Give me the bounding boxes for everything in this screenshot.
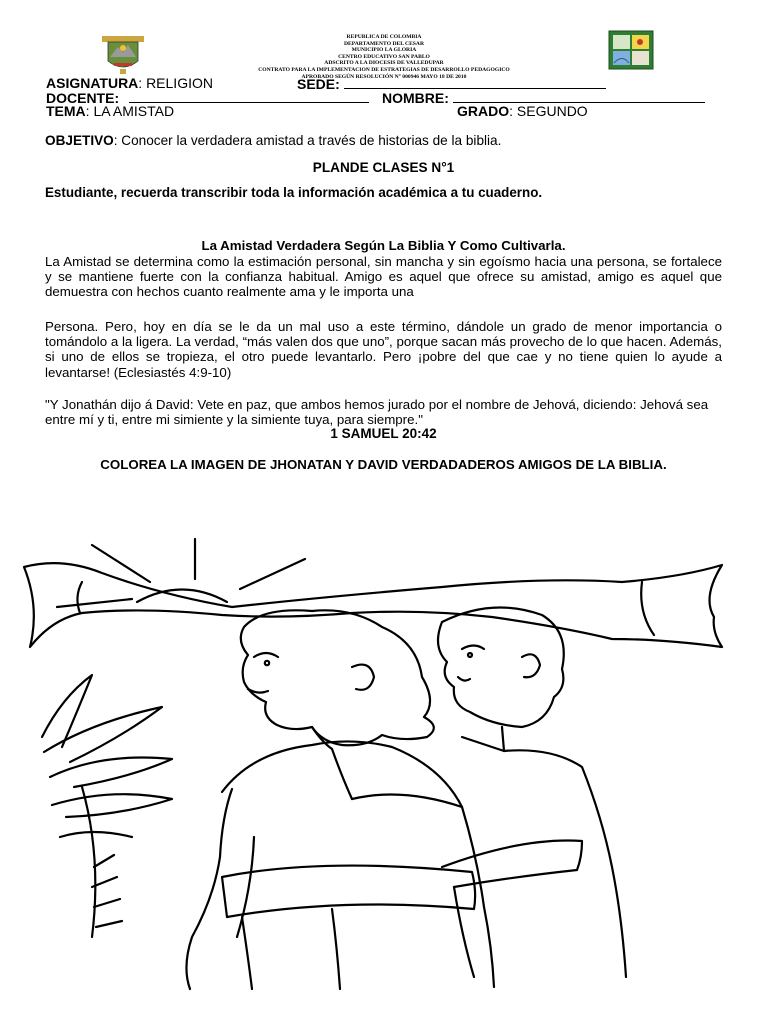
tema-label: TEMA [46, 103, 86, 119]
color-instruction: COLOREA LA IMAGEN DE JHONATAN Y DAVID VERDADADEROS AMIGOS DE LA BIBLIA. [100, 457, 667, 472]
paragraph-2: Persona. Pero, hoy en día se le da un mal uso a este término, dándole un grado de menor importancia o tomándolo a la ligera. La verdad, “más valen dos que uno”, porque sacan más provecho de lo que hacen. Además, si uno de ellos se tropieza, el otro puede levantarlo. Pero ¡pobre del que cae y no tiene quien lo ayude a levantarse! (Eclesiastés 4:9-10) [45, 319, 722, 380]
jonathan-figure-icon [186, 610, 494, 989]
objetivo [45, 133, 722, 148]
david-figure-icon [438, 607, 626, 977]
header-line: MUNICIPIO LA GLORIA [351, 47, 417, 54]
objetivo-label: OBJETIVO [45, 133, 114, 148]
quote-reference: 1 SAMUEL 20:42 [330, 426, 437, 441]
bible-quote: "Y Jonathán dijo á David: Vete en paz, que ambos hemos jurado por el nombre de Jehová, diciendo: Jehová sea entre mí y ti, entre mi simiente y la simiente tuya, para siempre." [45, 397, 709, 428]
nombre-label: NOMBRE: [382, 90, 449, 106]
asignatura-value: : RELIGION [138, 75, 213, 91]
header-line: CENTRO EDUCATIVO SAN PABLO [338, 53, 430, 60]
sede-label: SEDE: [297, 76, 340, 92]
grado-value: : SEGUNDO [509, 103, 588, 119]
instruction: Estudiante, recuerda transcribir toda la información académica a tu cuaderno. [45, 185, 543, 200]
sede-blank[interactable] [344, 76, 606, 89]
banner-ribbon-icon [24, 563, 722, 647]
tema-value: : LA AMISTAD [85, 103, 175, 119]
header-line: ADSCRITO A LA DIOCESIS DE VALLEDUPAR [324, 60, 444, 67]
section-title: La Amistad Verdadera Según La Biblia Y Como Cultivarla. [201, 238, 566, 253]
form-row-tema [46, 104, 174, 119]
docente-label: DOCENTE: [46, 90, 120, 106]
form-row-asignatura [46, 76, 213, 91]
form-row-grado [457, 104, 588, 119]
asignatura-label: ASIGNATURA [46, 75, 139, 91]
paragraph-1: La Amistad se determina como la estimación personal, sin mancha y sin egoísmo hacia una persona, se fortalece y se mantiene fuerte con la confianza habitual. Amigo es aquel que ofrece su amistad, amigo es aquel que demuestra con hechos cuanto realmente ama y le importa una [45, 254, 722, 300]
header-line: CONTRATO PARA LA IMPLEMENTACION DE ESTRATEGIAS DE DESARROLLO PEDAGOGICO [258, 66, 510, 73]
objetivo-text: : Conocer la verdadera amistad a través de historias de la biblia. [113, 133, 502, 148]
nombre-blank[interactable] [453, 90, 705, 103]
right-crest-icon [608, 30, 654, 70]
header-line: DEPARTAMENTO DEL CESAR [344, 40, 424, 47]
palm-leaves-icon [42, 675, 172, 937]
header-line: REPUBLICA DE COLOMBIA [346, 34, 422, 40]
header-line: APROBADO SEGÚN RESOLUCIÓN N° 000946 MAYO 18 DE 2010 [301, 73, 467, 80]
docente-blank[interactable] [129, 90, 369, 103]
jonathan-david-coloring-illustration [22, 537, 746, 992]
left-crest-icon [100, 33, 146, 75]
grado-label: GRADO [457, 103, 510, 119]
institution-header [200, 34, 568, 80]
plan-title: PLANDE CLASES N°1 [312, 160, 455, 175]
